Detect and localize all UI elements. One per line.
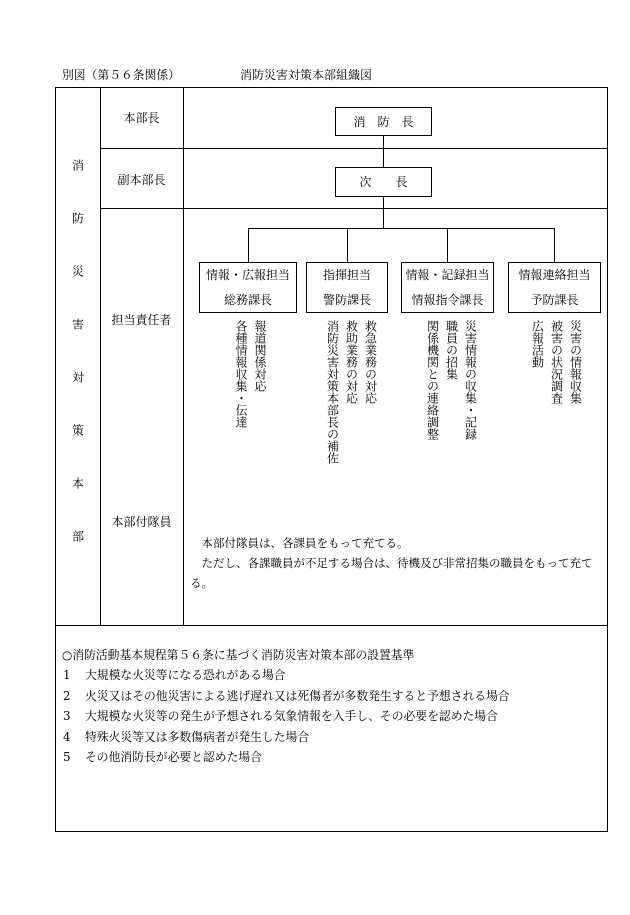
item-number: 1 xyxy=(63,668,71,683)
division-box-fire-defense xyxy=(306,262,388,313)
role-label-deputy: 副本部長 xyxy=(117,173,166,187)
note-paragraph: 本部付隊員は、各課員をもって充てる。 xyxy=(201,536,409,550)
duty-item: 関係機関との連絡調整 xyxy=(425,320,440,440)
note-paragraph: ただし、各課職員が不足する場合は、待機及び非常招集の職員をもって充てる。 xyxy=(190,556,593,590)
establishment-criteria xyxy=(62,645,602,767)
division-title: 総務課長 xyxy=(223,292,272,307)
document-title: 消防災害対策本部組織図 xyxy=(240,68,373,82)
section-divider xyxy=(55,625,608,626)
role-label-chief: 本部長 xyxy=(123,111,160,125)
duty-item: 救急業務の対応 xyxy=(363,320,378,404)
role-label-responsible: 担当責任者 xyxy=(111,313,172,327)
connector-line xyxy=(347,228,348,262)
duty-item: 災害情報の収集・記録 xyxy=(463,320,478,440)
connector-bus-line xyxy=(248,228,555,229)
row-divider xyxy=(100,148,608,149)
item-text: 大規模な火災等になる恐れがある場合 xyxy=(85,668,286,683)
list-item xyxy=(62,686,602,706)
row-divider xyxy=(100,208,608,209)
column-divider xyxy=(100,87,101,625)
duty-item: 広報活動 xyxy=(530,320,545,368)
division-role: 情報・記録担当 xyxy=(405,267,490,282)
headquarters-side-label: 消防災害対策本部 xyxy=(70,159,85,583)
fire-chief-label: 消 防 長 xyxy=(353,114,414,129)
column-divider xyxy=(183,87,184,625)
division-title: 警防課長 xyxy=(322,292,371,307)
duty-item: 被害の状況調査 xyxy=(549,320,564,404)
deputy-chief-label: 次 長 xyxy=(359,175,408,189)
connector-line xyxy=(383,136,384,167)
connector-line xyxy=(383,197,384,228)
duties-fire-defense xyxy=(323,320,380,464)
list-item xyxy=(62,747,602,767)
criteria-heading: ○消防活動基本規程第５６条に基づく消防災害対策本部の設置基準 xyxy=(62,648,415,662)
item-text: 特殊火災等又は多数傷病者が発生した場合 xyxy=(85,729,310,744)
division-role: 情報・広報担当 xyxy=(205,267,290,282)
duties-command xyxy=(423,320,480,440)
duty-item: 救助業務の対応 xyxy=(344,320,359,404)
duties-prevention xyxy=(528,320,585,404)
fire-chief-box xyxy=(335,107,432,136)
division-box-general-affairs xyxy=(199,262,297,313)
duty-item: 職員の招集 xyxy=(444,320,459,380)
duty-item: 消防災害対策本部長の補佐 xyxy=(325,320,340,464)
connector-line xyxy=(554,228,555,262)
division-title: 予防課長 xyxy=(530,292,579,307)
item-number: 2 xyxy=(63,688,71,703)
duties-general-affairs xyxy=(231,320,269,428)
figure-reference: 別図（第５６条関係） xyxy=(62,68,180,82)
connector-line xyxy=(248,228,249,262)
item-number: 4 xyxy=(63,729,71,744)
item-text: 火災又はその他災害による逃げ遅れ又は死傷者が多数発生すると予想される場合 xyxy=(85,688,510,703)
role-label-attached: 本部付隊員 xyxy=(111,515,172,529)
division-title: 情報指令課長 xyxy=(411,292,484,307)
division-box-prevention xyxy=(508,262,601,313)
list-item xyxy=(62,706,602,726)
item-text: 大規模な火災等の発生が予想される気象情報を入手し、その必要を認めた場合 xyxy=(85,709,498,724)
duty-item: 報道関係対応 xyxy=(253,320,267,392)
item-number: 5 xyxy=(63,750,71,765)
duty-item: 各種情報収集・伝達 xyxy=(234,320,248,428)
division-role: 情報連絡担当 xyxy=(518,267,591,282)
attached-members-note xyxy=(190,533,607,593)
connector-line xyxy=(447,228,448,262)
list-item xyxy=(62,665,602,685)
deputy-chief-box xyxy=(335,167,432,197)
list-item xyxy=(62,727,602,747)
division-box-command xyxy=(401,262,494,313)
division-role: 指揮担当 xyxy=(322,267,371,282)
item-number: 3 xyxy=(63,709,71,724)
duty-item: 災害の情報収集 xyxy=(568,320,583,404)
item-text: その他消防長が必要と認めた場合 xyxy=(85,750,262,765)
